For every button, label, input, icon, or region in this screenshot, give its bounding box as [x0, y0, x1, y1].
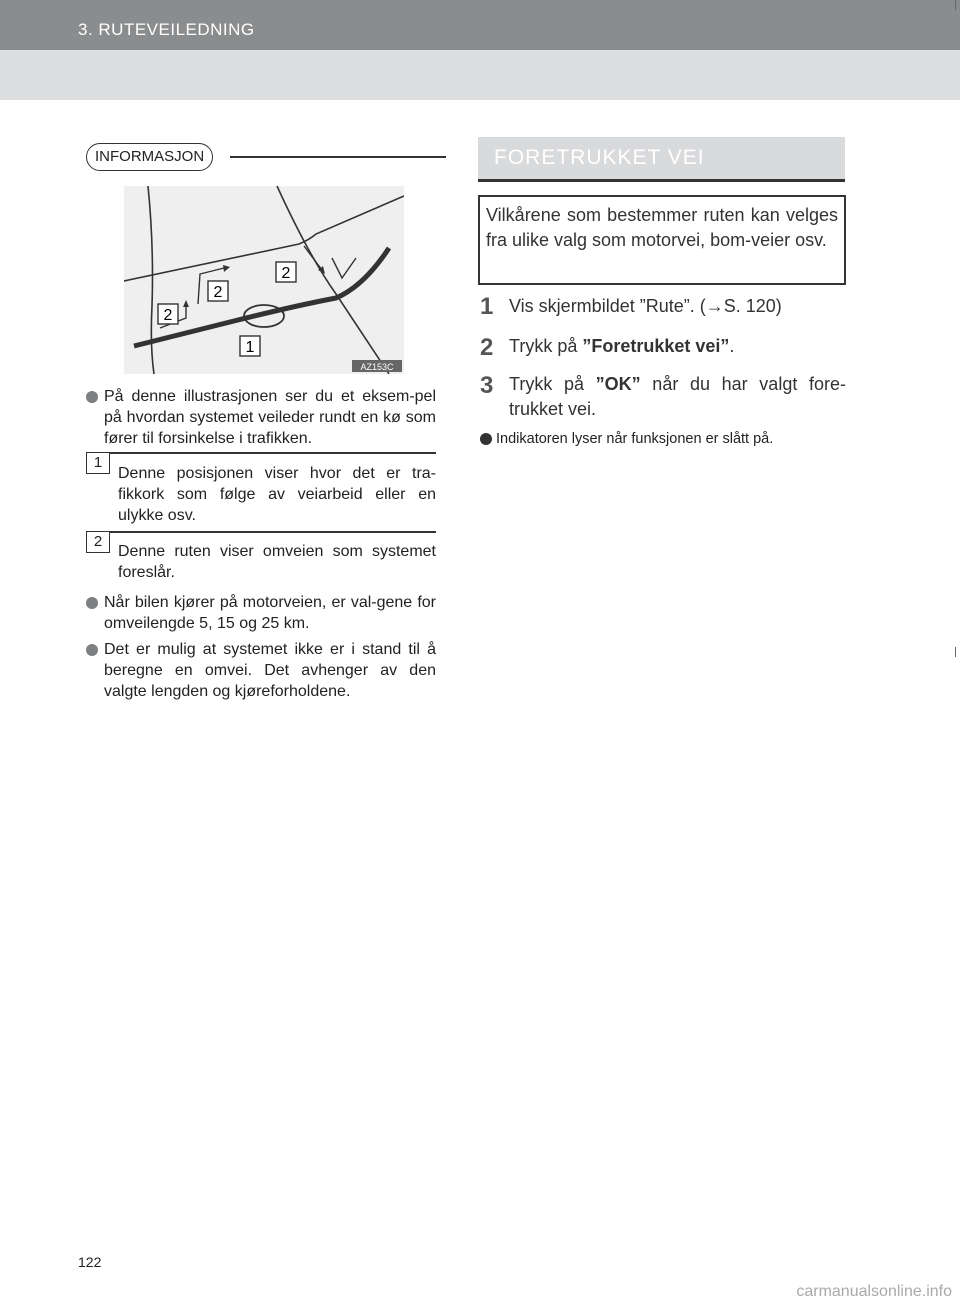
map-label: 1 — [245, 339, 255, 356]
step-number: 1 — [480, 293, 494, 320]
note-text: Indikatoren lyser når funksjonen er slått på. — [496, 431, 774, 447]
bullet-item — [86, 592, 436, 634]
bullet-text: På denne illustrasjonen ser du et eksem-pel på hvordan systemet veileder rundt en kø som fører til forsinkelse i trafikken. — [104, 388, 436, 447]
step-text: Vis skjermbildet ”Rute”. (→S. 120) — [509, 296, 782, 316]
bullet-item — [86, 639, 436, 702]
section-rule — [478, 179, 845, 182]
bullet-text: Når bilen kjører på motorveien, er val-gene for omveilengde 5, 15 og 25 km. — [104, 594, 436, 632]
bullet-dot-icon — [86, 391, 98, 403]
page-header — [0, 0, 960, 50]
bullet-dot-icon — [480, 433, 492, 445]
step-text: Trykk på ”OK” når du har valgt fore-trukket vei. — [509, 374, 846, 419]
information-rule — [230, 156, 446, 158]
step-1 — [480, 293, 846, 319]
edge-mark — [955, 0, 956, 10]
bullet-dot-icon — [86, 644, 98, 656]
edge-mark — [955, 647, 956, 657]
note-item — [480, 429, 846, 449]
information-label: INFORMASJON — [86, 143, 213, 171]
legend-number: 1 — [86, 452, 110, 474]
bullet-dot-icon — [86, 597, 98, 609]
step-3 — [480, 372, 846, 422]
route-illustration — [124, 186, 404, 374]
legend-text: Denne posisjonen viser hvor det er tra-fikkork som følge av veiarbeid eller en ulykke osv. — [118, 465, 436, 524]
legend-text: Denne ruten viser omveien som systemet foreslår. — [118, 543, 436, 581]
map-label: 2 — [163, 307, 173, 324]
legend-rule — [110, 531, 436, 533]
bullet-item — [86, 386, 436, 449]
page-subheader — [0, 50, 960, 100]
chapter-title: 3. RUTEVEILEDNING — [78, 20, 255, 39]
page-number: 122 — [78, 1254, 102, 1270]
map-label: 2 — [281, 265, 291, 282]
watermark: carmanualsonline.info — [796, 1283, 952, 1300]
bullet-text: Det er mulig at systemet ikke er i stand til å beregne en omvei. Det avhenger av den valgte lengden og kjøreforholdene. — [104, 641, 436, 700]
section-title: FORETRUKKET VEI — [494, 146, 705, 169]
intro-text: Vilkårene som bestemmer ruten kan velges fra ulike valg som motorvei, bom-veier osv. — [486, 205, 838, 250]
step-text: Trykk på ”Foretrukket vei”. — [509, 336, 735, 356]
map-code: AZ153C — [360, 362, 394, 372]
legend-rule — [110, 452, 436, 454]
step-2 — [480, 334, 846, 359]
step-number: 3 — [480, 372, 494, 399]
step-number: 2 — [480, 334, 494, 361]
section-header — [478, 137, 845, 179]
map-label: 2 — [213, 284, 223, 301]
intro-box — [478, 195, 846, 285]
legend-number: 2 — [86, 531, 110, 553]
